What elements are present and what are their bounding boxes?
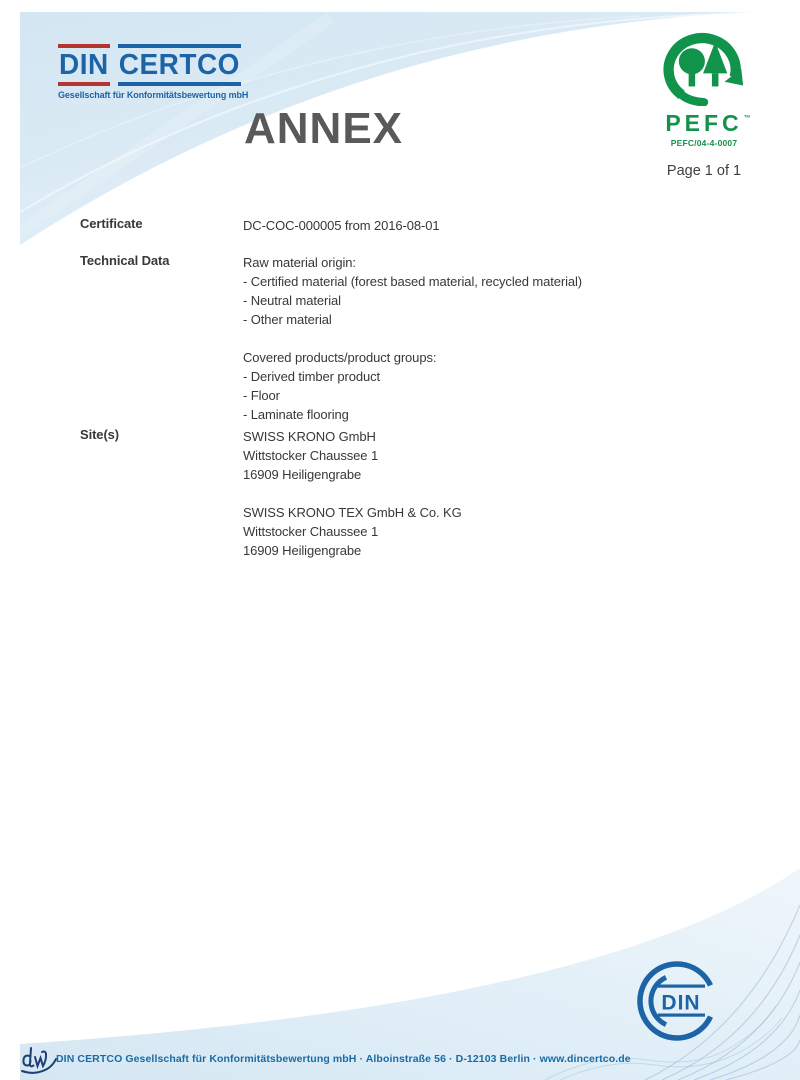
footer-address-line: DIN CERTCO Gesellschaft für Konformitätsbewertung mbH · Alboinstraße 56 · D-12103 Berlin · www.dincertco.de <box>56 1053 631 1065</box>
din-certco-logo <box>58 44 248 100</box>
technical-data-line: - Other material <box>243 312 332 327</box>
site-line <box>243 484 462 503</box>
technical-data-line: - Neutral material <box>243 293 341 308</box>
pefc-wordmark: PEFC ™ <box>665 111 742 135</box>
technical-data-line: Raw material origin: <box>243 255 356 270</box>
technical-data-line: - Laminate flooring <box>243 407 349 422</box>
site-line: 16909 Heiligengrabe <box>243 467 362 482</box>
pefc-logo-block <box>648 24 760 148</box>
site-line: Wittstocker Chaussee 1 <box>243 524 379 539</box>
din-monogram-text: DIN <box>661 991 701 1015</box>
sites-label: Site(s) <box>80 427 120 442</box>
pefc-license-code: PEFC/04-4-0007 <box>670 138 738 148</box>
certificate-label: Certificate <box>80 216 143 231</box>
technical-data-line: - Certified material (forest based material, recycled material) <box>243 274 583 289</box>
sites-lines <box>243 427 462 560</box>
certificate-value: DC-COC-000005 from 2016-08-01 <box>243 218 440 233</box>
din-logo-icon <box>630 956 722 1046</box>
technical-data-label: Technical Data <box>80 253 170 268</box>
logo-word-certco <box>118 44 241 86</box>
site-line: SWISS KRONO GmbH <box>243 429 376 444</box>
logo-word-din <box>58 44 110 86</box>
page-title: ANNEX <box>244 104 404 153</box>
technical-data-line: Covered products/product groups: <box>243 350 437 365</box>
technical-data-line <box>243 329 582 348</box>
site-line: SWISS KRONO TEX GmbH & Co. KG <box>243 505 462 520</box>
technical-data-lines <box>243 253 582 424</box>
logo-certco-text: CERTCO <box>118 48 240 81</box>
site-line: Wittstocker Chaussee 1 <box>243 448 379 463</box>
logo-tagline: Gesellschaft für Konformitätsbewertung mbH <box>58 90 249 100</box>
logo-din-text: DIN <box>59 48 109 81</box>
logo-blue-underline <box>118 82 241 86</box>
pefc-trees-icon <box>657 24 751 106</box>
trademark-symbol: ™ <box>743 115 751 122</box>
site-line: 16909 Heiligengrabe <box>243 543 362 558</box>
technical-data-line: - Derived timber product <box>243 369 381 384</box>
technical-data-line: - Floor <box>243 388 280 403</box>
signature-mark <box>19 1043 59 1077</box>
logo-red-underline <box>58 82 110 86</box>
page-indicator: Page 1 of 1 <box>666 163 742 179</box>
